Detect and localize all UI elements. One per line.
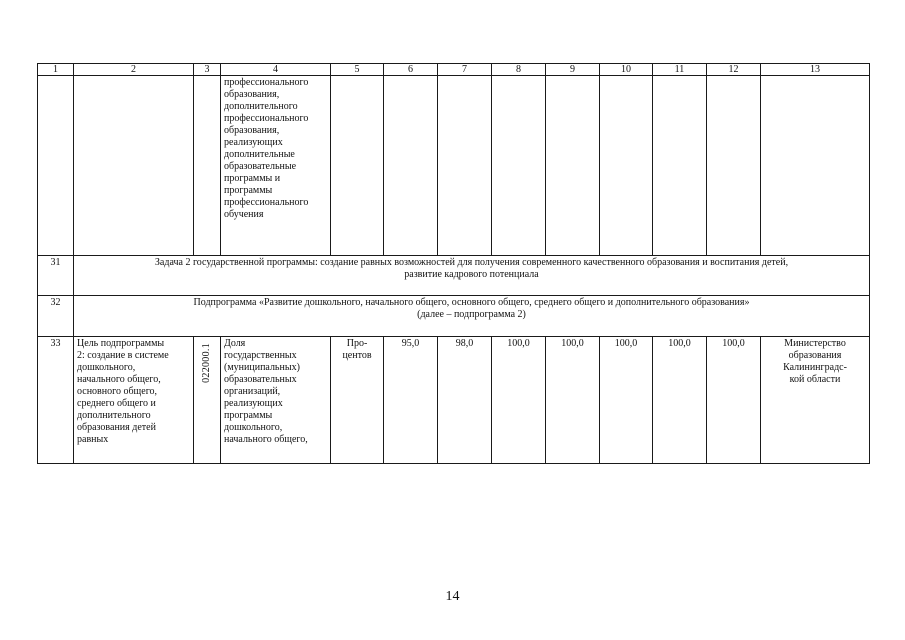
table-cell bbox=[384, 76, 438, 256]
task-heading: Задача 2 государственной программы: создание равных возможностей для получения современного качественного образования и воспитания детей, развитие кадрового потенциала bbox=[74, 256, 870, 296]
header-cell: 9 bbox=[546, 64, 600, 76]
row-number: 33 bbox=[38, 337, 74, 464]
indicator-cell: Доля государственных (муниципальных) образовательных организаций, реализующих программы дошкольного, начального общего, bbox=[221, 337, 331, 464]
page-number: 14 bbox=[445, 589, 460, 604]
indicator-code-cell bbox=[194, 337, 221, 464]
header-cell: 2 bbox=[74, 64, 194, 76]
table-cell bbox=[492, 76, 546, 256]
header-cell: 7 bbox=[438, 64, 492, 76]
table-cell bbox=[600, 76, 653, 256]
table-cell bbox=[438, 76, 492, 256]
header-cell: 12 bbox=[707, 64, 761, 76]
value-cell: 100,0 bbox=[653, 337, 707, 464]
value-cell: 100,0 bbox=[546, 337, 600, 464]
indicator-code: 022000.1 bbox=[201, 343, 212, 383]
table-cell bbox=[38, 76, 74, 256]
goal-cell: Цель подпрограммы 2: создание в системе дошкольного, начального общего, основного общего, среднего общего и дополнительного образования детей равных bbox=[74, 337, 194, 464]
table-cell bbox=[546, 76, 600, 256]
header-cell: 11 bbox=[653, 64, 707, 76]
header-cell: 10 bbox=[600, 64, 653, 76]
value-cell: 100,0 bbox=[492, 337, 546, 464]
indicators-table bbox=[37, 63, 870, 464]
unit-cell: Про- центов bbox=[331, 337, 384, 464]
value-cell: 95,0 bbox=[384, 337, 438, 464]
header-cell: 13 bbox=[761, 64, 870, 76]
table-cell bbox=[761, 76, 870, 256]
table-cell bbox=[74, 76, 194, 256]
header-cell: 3 bbox=[194, 64, 221, 76]
table-row-continuation bbox=[38, 76, 870, 256]
table-cell bbox=[707, 76, 761, 256]
value-cell: 100,0 bbox=[600, 337, 653, 464]
header-cell: 8 bbox=[492, 64, 546, 76]
table-cell bbox=[331, 76, 384, 256]
header-cell: 1 bbox=[38, 64, 74, 76]
table-cell bbox=[194, 76, 221, 256]
value-cell: 98,0 bbox=[438, 337, 492, 464]
column-number-row bbox=[38, 64, 870, 76]
indicator-cell-continued: профессионального образования, дополнительного профессионального образования, реализующих дополнительные образовательные программы и программы профессионального обучения bbox=[221, 76, 331, 256]
table-row-33 bbox=[38, 337, 870, 464]
header-cell: 4 bbox=[221, 64, 331, 76]
header-cell: 5 bbox=[331, 64, 384, 76]
table-cell bbox=[653, 76, 707, 256]
table-row-31 bbox=[38, 256, 870, 296]
table-row-32 bbox=[38, 296, 870, 337]
responsible-cell: Министерство образования Калининградс- кой области bbox=[761, 337, 870, 464]
row-number: 32 bbox=[38, 296, 74, 337]
row-number: 31 bbox=[38, 256, 74, 296]
subprogram-heading: Подпрограмма «Развитие дошкольного, начального общего, основного общего, среднего общего и дополнительного образования» (далее – подпрограмма 2) bbox=[74, 296, 870, 337]
header-cell: 6 bbox=[384, 64, 438, 76]
value-cell: 100,0 bbox=[707, 337, 761, 464]
